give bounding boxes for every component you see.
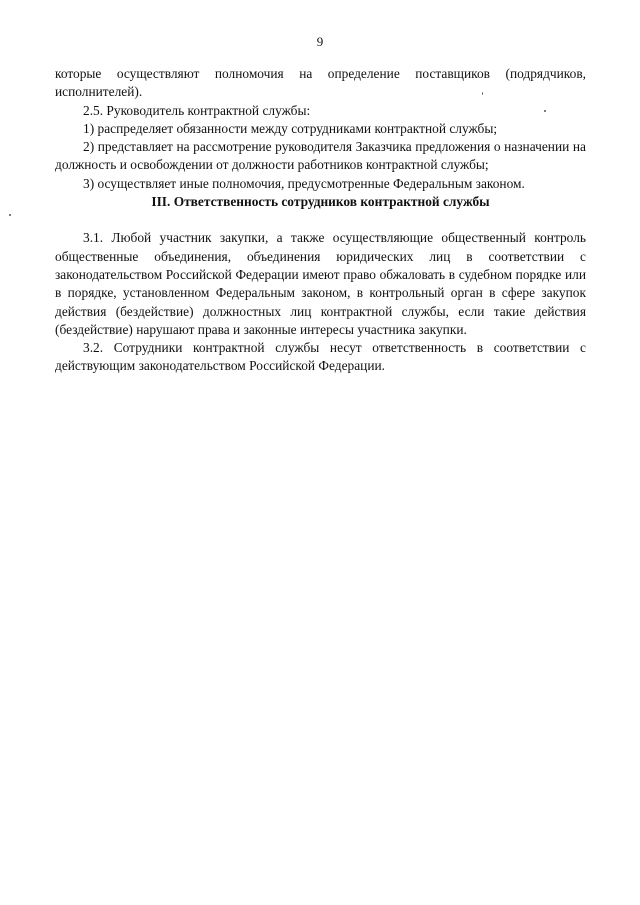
list-item-2: 2) представляет на рассмотрение руководителя Заказчика предложения о назначении на должность и освобождении от должности работников контрактной службы; — [55, 139, 586, 173]
paragraph-3-2: 3.2. Сотрудники контрактной службы несут ответственность в соответствии с действующим законодательством Российской Федерации. — [55, 340, 586, 374]
list-item-1: 1) распределяет обязанности между сотрудниками контрактной службы; — [83, 120, 498, 136]
scan-speck — [9, 214, 11, 216]
paragraph-continuation: которые осуществляют полномочия на определение поставщиков (подрядчиков, исполнителей). — [55, 66, 586, 100]
section-heading: III. Ответственность сотрудников контрактной службы — [151, 194, 490, 210]
scan-speck — [544, 110, 546, 112]
paragraph-2-5: 2.5. Руководитель контрактной службы: — [83, 102, 311, 118]
document-body — [55, 65, 586, 376]
page-number: 9 — [316, 34, 324, 49]
paragraph-3-1: 3.1. Любой участник закупки, а также осуществляющие общественный контроль общественные объединения, объединения юридических лиц в соответствии с законодательством Российской Федерации имеют право обжаловать в судебном порядке или в порядке, установленном Федеральным законом, в контрольный орган в сфере закупок действия (бездействие) должностных лиц контрактной службы, если такие действия (бездействие) нарушают права и законные интересы участника закупки. — [55, 230, 586, 337]
scan-speck — [482, 92, 483, 95]
list-item-3: 3) осуществляет иные полномочия, предусмотренные Федеральным законом. — [83, 175, 525, 191]
